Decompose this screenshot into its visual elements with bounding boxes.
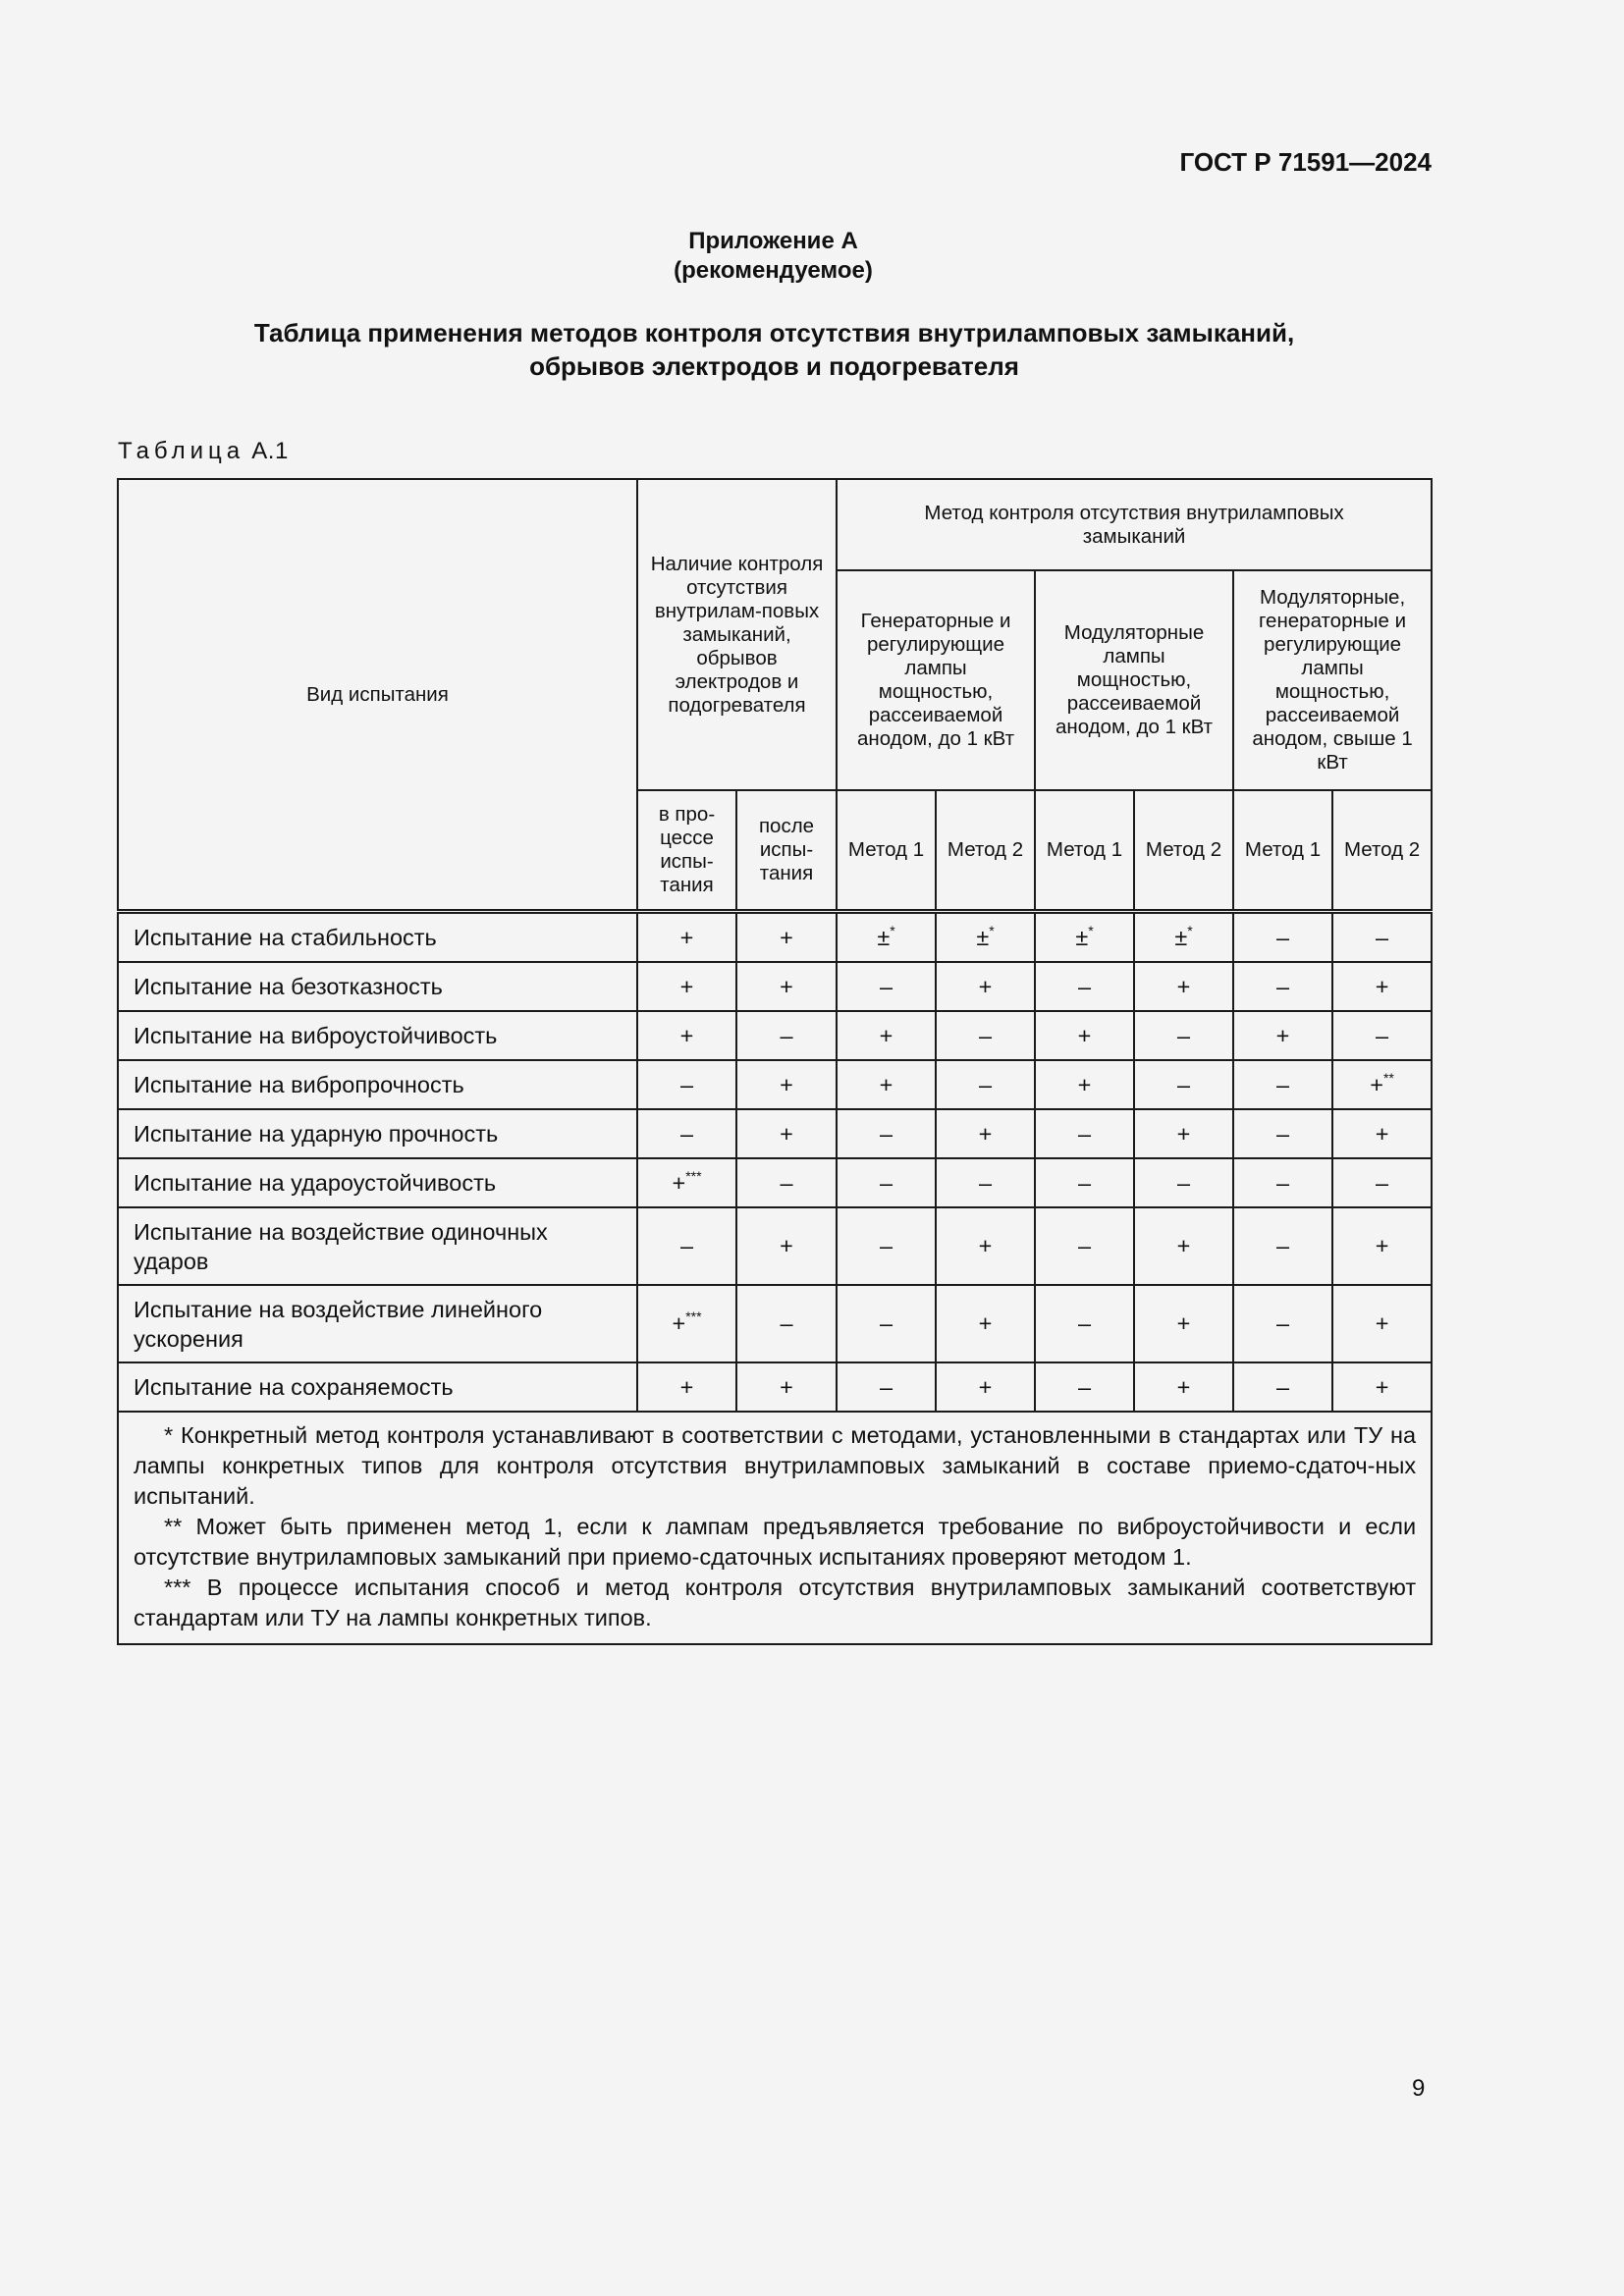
table-heading-line-2: обрывов электродов и подогревателя	[529, 351, 1019, 381]
value-cell	[637, 1158, 736, 1207]
value-cell: –	[1035, 1362, 1134, 1412]
table-row	[118, 1011, 1432, 1060]
table-row	[118, 1109, 1432, 1158]
header-method-group: Метод контроля отсутствия внутриламповых замыканий	[837, 479, 1432, 570]
header-subgroup-generator: Генераторные и регулирующие лампы мощностью, рассеиваемой анодом, до 1 кВт	[837, 570, 1035, 790]
value-symbol: ±	[877, 924, 891, 950]
value-cell: +	[736, 1109, 837, 1158]
value-cell: –	[637, 1109, 736, 1158]
header-presence: Наличие контроля отсутствия внутрилам-повых замыканий, обрывов электродов и подогревателя	[637, 479, 837, 790]
header-during-test: в про-цессе испы-тания	[637, 790, 736, 912]
value-cell: +	[1035, 1060, 1134, 1109]
value-cell: –	[1233, 1060, 1332, 1109]
value-cell	[1332, 1060, 1432, 1109]
standard-number: ГОСТ Р 71591—2024	[1179, 147, 1432, 177]
header-subgroup-modulator: Модуляторные лампы мощностью, рассеиваемой анодом, до 1 кВт	[1035, 570, 1233, 790]
value-cell: –	[1233, 962, 1332, 1011]
tests-methods-table	[117, 478, 1433, 1645]
table-row	[118, 962, 1432, 1011]
value-cell: –	[637, 1060, 736, 1109]
value-cell: +	[837, 1011, 936, 1060]
page-number: 9	[1412, 2075, 1426, 2102]
value-cell: +	[1134, 1207, 1233, 1285]
value-cell: +	[1332, 1362, 1432, 1412]
value-cell: +	[936, 1362, 1035, 1412]
test-name-cell: Испытание на вибропрочность	[118, 1060, 637, 1109]
value-cell: +	[637, 912, 736, 963]
test-name-cell: Испытание на виброустойчивость	[118, 1011, 637, 1060]
value-cell: +	[736, 912, 837, 963]
value-cell: –	[1035, 1158, 1134, 1207]
header-method: Метод 1	[1233, 790, 1332, 912]
value-cell: –	[637, 1207, 736, 1285]
value-cell: +	[736, 1362, 837, 1412]
value-cell: –	[1134, 1158, 1233, 1207]
table-heading	[118, 316, 1431, 383]
value-cell: –	[837, 1158, 936, 1207]
value-cell: +	[736, 1207, 837, 1285]
table-notes	[118, 1412, 1432, 1644]
value-cell: +	[1332, 1109, 1432, 1158]
value-cell: –	[837, 1285, 936, 1362]
value-cell: –	[736, 1285, 837, 1362]
table-row	[118, 1158, 1432, 1207]
table-row	[118, 1060, 1432, 1109]
footnote-marker: *	[989, 922, 995, 938]
value-cell: –	[1233, 1285, 1332, 1362]
value-cell: +	[936, 1109, 1035, 1158]
table-caption	[118, 438, 289, 465]
appendix-status: (рекомендуемое)	[674, 257, 873, 284]
table-row	[118, 1207, 1432, 1285]
footnote-marker: *	[890, 922, 895, 938]
header-method: Метод 2	[1134, 790, 1233, 912]
table-caption-word: Таблица	[118, 438, 245, 464]
header-method: Метод 2	[936, 790, 1035, 912]
value-cell: –	[837, 1109, 936, 1158]
value-cell	[1134, 912, 1233, 963]
footnote-marker: ***	[685, 1308, 702, 1324]
value-cell: +	[936, 962, 1035, 1011]
value-cell	[1035, 912, 1134, 963]
note-2: ** Может быть применен метод 1, если к лампам предъявляется требование по виброустойчивости и если отсутствие внутриламповых замыканий при приемо-сдаточных испытаниях проверяют методом 1.	[134, 1514, 1417, 1570]
value-cell: –	[936, 1060, 1035, 1109]
test-name-cell: Испытание на ударную прочность	[118, 1109, 637, 1158]
footnote-marker: ***	[685, 1167, 702, 1184]
value-cell: +	[936, 1207, 1035, 1285]
value-cell: –	[1233, 1207, 1332, 1285]
header-method: Метод 1	[837, 790, 936, 912]
value-cell: +	[736, 962, 837, 1011]
value-symbol: +	[672, 1310, 686, 1336]
table-row	[118, 1285, 1432, 1362]
test-name-cell: Испытание на воздействие линейного ускорения	[118, 1285, 637, 1362]
value-cell: –	[1332, 1158, 1432, 1207]
value-cell: –	[1233, 912, 1332, 963]
header-method: Метод 1	[1035, 790, 1134, 912]
table-row	[118, 1362, 1432, 1412]
value-cell: +	[1134, 962, 1233, 1011]
value-cell: +	[837, 1060, 936, 1109]
value-symbol: +	[672, 1169, 686, 1196]
test-name-cell: Испытание на удароустойчивость	[118, 1158, 637, 1207]
value-cell: –	[1134, 1011, 1233, 1060]
value-cell: +	[1332, 1207, 1432, 1285]
value-cell: –	[1035, 1109, 1134, 1158]
value-cell	[637, 1285, 736, 1362]
note-3: *** В процессе испытания способ и метод контроля отсутствия внутриламповых замыканий соответствуют стандартам или ТУ на лампы конкретных типов.	[134, 1575, 1417, 1630]
appendix-title: Приложение А	[688, 228, 858, 254]
value-symbol: ±	[976, 924, 990, 950]
value-cell: +	[637, 1011, 736, 1060]
value-cell: +	[1134, 1109, 1233, 1158]
value-cell: +	[1332, 1285, 1432, 1362]
value-cell: –	[736, 1011, 837, 1060]
value-cell	[936, 912, 1035, 963]
note-1: * Конкретный метод контроля устанавливают в соответствии с методами, установленными в стандартах или ТУ на лампы конкретных типов для контроля отсутствия внутриламповых замыканий в составе приемо-сдаточ-ных испытаний.	[134, 1422, 1417, 1509]
header-test-type: Вид испытания	[118, 479, 637, 912]
header-after-test: после испы-тания	[736, 790, 837, 912]
value-cell: –	[936, 1158, 1035, 1207]
test-name-cell: Испытание на сохраняемость	[118, 1362, 637, 1412]
header-subgroup-high-power: Модуляторные, генераторные и регулирующие лампы мощностью, рассеиваемой анодом, свыше 1 кВт	[1233, 570, 1432, 790]
value-cell: –	[837, 1362, 936, 1412]
value-cell: +	[736, 1060, 837, 1109]
value-cell: –	[1035, 1207, 1134, 1285]
footnote-marker: *	[1187, 922, 1193, 938]
value-cell: –	[1233, 1158, 1332, 1207]
value-cell: +	[1134, 1285, 1233, 1362]
test-name-cell: Испытание на стабильность	[118, 912, 637, 963]
value-cell: –	[1332, 912, 1432, 963]
value-symbol: ±	[1174, 924, 1188, 950]
value-cell: –	[1134, 1060, 1233, 1109]
table-heading-line-1: Таблица применения методов контроля отсутствия внутриламповых замыканий,	[253, 318, 1295, 347]
value-cell: +	[1134, 1362, 1233, 1412]
table-caption-number: А.1	[251, 438, 289, 464]
value-cell: –	[1233, 1109, 1332, 1158]
value-cell: +	[1035, 1011, 1134, 1060]
value-symbol: +	[1370, 1071, 1383, 1097]
value-cell	[837, 912, 936, 963]
value-cell: +	[1332, 962, 1432, 1011]
table-row	[118, 912, 1432, 963]
value-cell: +	[1233, 1011, 1332, 1060]
test-name-cell: Испытание на воздействие одиночных ударов	[118, 1207, 637, 1285]
value-cell: +	[637, 1362, 736, 1412]
value-cell: –	[736, 1158, 837, 1207]
value-cell: –	[837, 1207, 936, 1285]
value-cell: +	[637, 962, 736, 1011]
value-cell: –	[837, 962, 936, 1011]
value-cell: –	[936, 1011, 1035, 1060]
value-symbol: ±	[1075, 924, 1089, 950]
test-name-cell: Испытание на безотказность	[118, 962, 637, 1011]
value-cell: +	[936, 1285, 1035, 1362]
footnote-marker: *	[1088, 922, 1094, 938]
value-cell: –	[1035, 1285, 1134, 1362]
value-cell: –	[1035, 962, 1134, 1011]
table-body	[118, 912, 1432, 1413]
value-cell: –	[1332, 1011, 1432, 1060]
value-cell: –	[1233, 1362, 1332, 1412]
footnote-marker: **	[1382, 1069, 1394, 1086]
header-method: Метод 2	[1332, 790, 1432, 912]
